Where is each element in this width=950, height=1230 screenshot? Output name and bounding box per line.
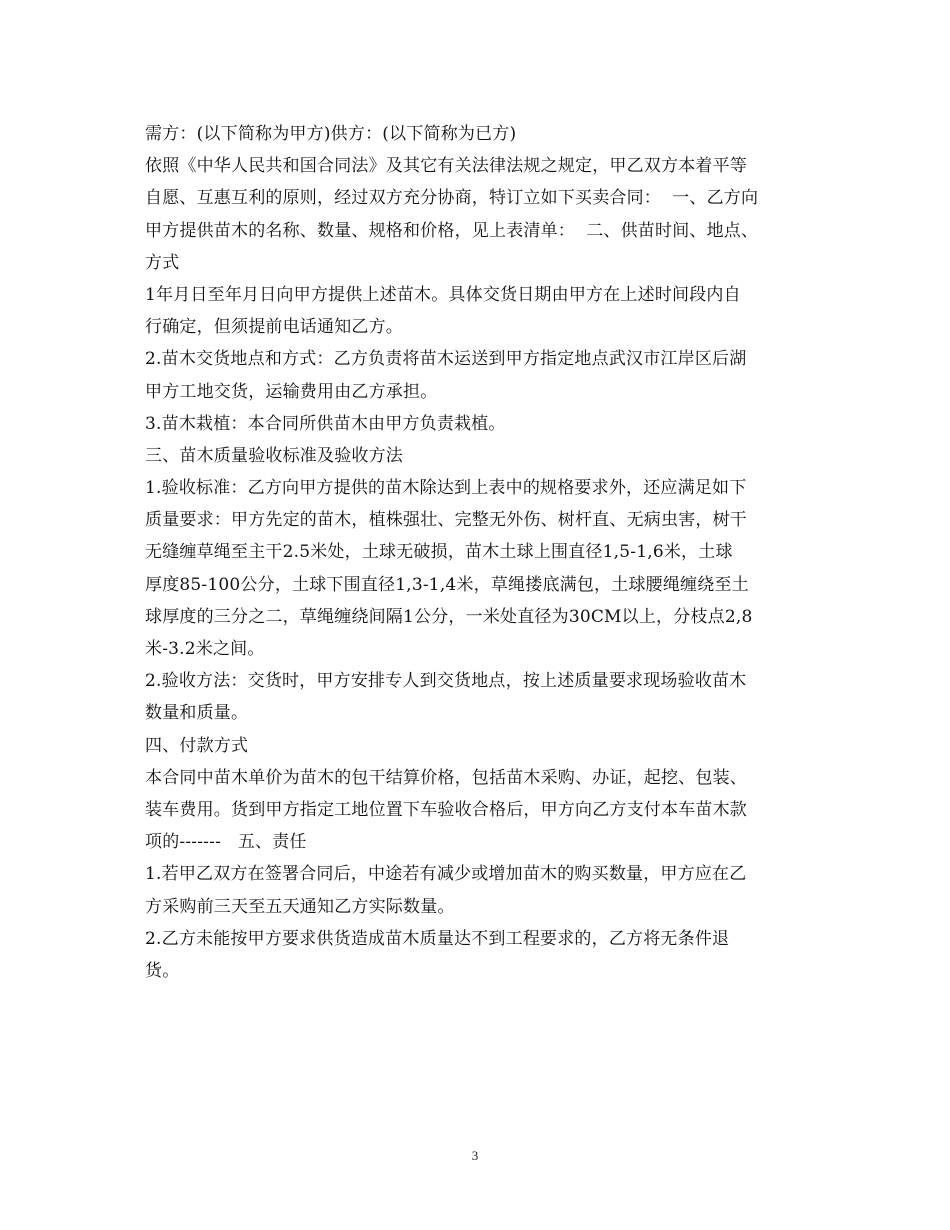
page-number: 3	[471, 1148, 479, 1163]
text-line: 2.验收方法：交货时，甲方安排专人到交货地点，按上述质量要求现场验收苗木	[145, 671, 747, 692]
text-line: 货。	[145, 960, 180, 981]
text-line: 3.苗木栽植：本合同所供苗木由甲方负责栽植。	[145, 413, 506, 434]
text-line: 装车费用。货到甲方指定工地位置下车验收合格后，甲方向乙方支付本车苗木款	[145, 799, 747, 820]
text-line: 米-3.2米之间。	[145, 639, 265, 659]
text-line: 2.乙方未能按甲方要求供货造成苗木质量达不到工程要求的，乙方将无条件退	[145, 928, 730, 949]
text-line: 行确定，但须提前电话通知乙方。	[145, 317, 403, 338]
text-line: 项的------- 五、责任	[145, 832, 307, 853]
document-body	[145, 118, 815, 987]
text-line: 甲方提供苗木的名称、数量、规格和价格，见上表清单： 二、供苗时间、地点、	[145, 220, 759, 241]
text-line: 自愿、互惠互利的原则，经过双方充分协商，特订立如下买卖合同： 一、乙方向	[145, 188, 759, 209]
text-line: 球厚度的三分之二，草绳缠绕间隔1公分，一米处直径为30CM以上，分枝点2,8	[145, 606, 753, 627]
section-heading: 四、付款方式	[145, 735, 249, 756]
text-line: 数量和质量。	[145, 703, 249, 724]
text-line: 厚度85-100公分，土球下围直径1,3-1,4米，草绳搂底满包，土球腰绳缠绕至土	[145, 574, 749, 595]
text-line: 1.若甲乙双方在签署合同后，中途若有减少或增加苗木的购买数量，甲方应在乙	[145, 864, 747, 885]
text-line: 无缝缠草绳至主干2.5米处，土球无破损，苗木土球上围直径1,5-1,6米，土球	[145, 542, 733, 563]
text-line: 2.苗木交货地点和方式：乙方负责将苗木运送到甲方指定地点武汉市江岸区后湖	[145, 349, 747, 370]
text-line: 需方：(以下简称为甲方)供方：(以下简称为已方)	[145, 124, 517, 144]
text-line: 1.验收标准：乙方向甲方提供的苗木除达到上表中的规格要求外，还应满足如下	[145, 478, 747, 499]
text-line: 1年月日至年月日向甲方提供上述苗木。具体交货日期由甲方在上述时间段内自	[145, 284, 741, 305]
text-line: 本合同中苗木单价为苗木的包干结算价格，包括苗木采购、办证，起挖、包装、	[145, 767, 747, 788]
text-line: 质量要求：甲方先定的苗木，植株强壮、完整无外伤、树杆直、无病虫害，树干	[145, 510, 747, 531]
text-line: 方采购前三天至五天通知乙方实际数量。	[145, 896, 455, 917]
text-line: 甲方工地交货，运输费用由乙方承担。	[145, 381, 438, 402]
text-line: 方式	[145, 252, 180, 273]
section-heading: 三、苗木质量验收标准及验收方法	[145, 445, 403, 466]
text-line: 依照《中华人民共和国合同法》及其它有关法律法规之规定，甲乙双方本着平等	[145, 156, 747, 177]
